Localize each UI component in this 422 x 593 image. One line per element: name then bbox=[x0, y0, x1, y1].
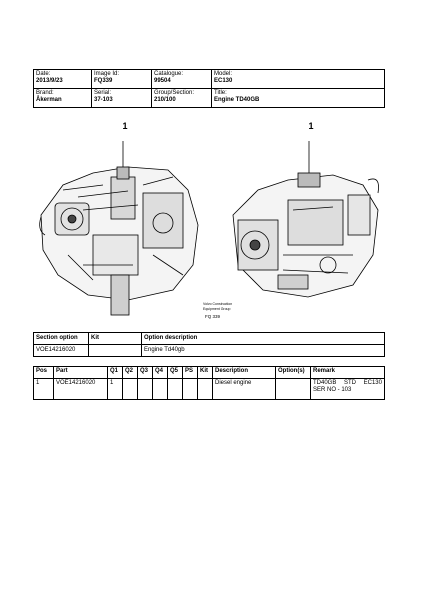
group-label: Group/Section: bbox=[154, 90, 195, 96]
callout-left: 1 bbox=[122, 121, 128, 131]
col-kit: Kit bbox=[198, 367, 213, 379]
catalogue-label: Catalogue: bbox=[154, 71, 184, 77]
row-q2 bbox=[123, 379, 138, 400]
row-q1: 1 bbox=[108, 379, 123, 400]
row-q4 bbox=[153, 379, 168, 400]
group-value: 210/100 bbox=[154, 97, 176, 103]
caption-line1: Volvo Construction bbox=[203, 302, 233, 306]
parts-header-row bbox=[34, 367, 385, 379]
row-description: Diesel engine bbox=[213, 379, 276, 400]
serial-value: 37-103 bbox=[94, 97, 113, 103]
model-cell bbox=[212, 70, 385, 89]
section-option-value: VOE14216020 bbox=[34, 345, 89, 357]
remark-line2: SER NO - 103 bbox=[313, 387, 352, 393]
image-id-value: FQ339 bbox=[94, 78, 113, 84]
kit-value bbox=[89, 345, 142, 357]
col-q4: Q4 bbox=[153, 367, 168, 379]
remark-machine: EC130 bbox=[363, 380, 382, 386]
date-cell bbox=[34, 70, 92, 89]
catalogue-cell bbox=[152, 70, 212, 89]
table-row bbox=[34, 379, 385, 400]
title-label: Title: bbox=[214, 90, 227, 96]
section-option-header: Section option bbox=[34, 333, 89, 345]
group-cell bbox=[152, 89, 212, 108]
date-value: 2013/9/23 bbox=[36, 78, 63, 84]
col-q5: Q5 bbox=[168, 367, 183, 379]
remark-model: TD40GB bbox=[313, 380, 337, 386]
col-q2: Q2 bbox=[123, 367, 138, 379]
title-value: Engine TD40GB bbox=[214, 97, 260, 103]
col-pos: Pos bbox=[34, 367, 54, 379]
serial-cell bbox=[92, 89, 152, 108]
kit-header: Kit bbox=[89, 333, 142, 345]
figure-code: FQ 339 bbox=[205, 314, 221, 319]
caption-line2: Equipment Group bbox=[203, 307, 231, 311]
header-table bbox=[33, 69, 385, 108]
brand-cell bbox=[34, 89, 92, 108]
catalogue-value: 99504 bbox=[154, 78, 171, 84]
remark-line1 bbox=[313, 380, 382, 387]
row-ps bbox=[183, 379, 198, 400]
col-remark: Remark bbox=[311, 367, 385, 379]
col-q1: Q1 bbox=[108, 367, 123, 379]
col-options: Option(s) bbox=[276, 367, 311, 379]
row-part: VOE14216020 bbox=[54, 379, 108, 400]
row-options bbox=[276, 379, 311, 400]
row-kit bbox=[198, 379, 213, 400]
brand-value: Åkerman bbox=[36, 97, 62, 103]
parts-table bbox=[33, 366, 385, 400]
col-q3: Q3 bbox=[138, 367, 153, 379]
col-part: Part bbox=[54, 367, 108, 379]
row-q5 bbox=[168, 379, 183, 400]
row-pos: 1 bbox=[34, 379, 54, 400]
row-q3 bbox=[138, 379, 153, 400]
callout-right: 1 bbox=[308, 121, 314, 131]
date-label: Date: bbox=[36, 71, 51, 77]
engine-left-drawing bbox=[40, 141, 198, 315]
image-id-cell bbox=[92, 70, 152, 89]
option-description-value: Engine Td40gb bbox=[142, 345, 385, 357]
engine-illustration bbox=[33, 115, 385, 327]
image-id-label: Image Id: bbox=[94, 71, 120, 77]
model-value: EC130 bbox=[214, 78, 233, 84]
brand-label: Brand: bbox=[36, 90, 54, 96]
row-remark bbox=[311, 379, 385, 400]
col-ps: PS bbox=[183, 367, 198, 379]
option-description-header: Option description bbox=[142, 333, 385, 345]
model-label: Model: bbox=[214, 71, 233, 77]
col-description: Description bbox=[213, 367, 276, 379]
engine-right-drawing bbox=[233, 141, 379, 297]
section-option-table bbox=[33, 332, 385, 357]
title-cell bbox=[212, 89, 385, 108]
remark-std: STD bbox=[343, 380, 356, 386]
serial-label: Serial: bbox=[94, 90, 112, 96]
